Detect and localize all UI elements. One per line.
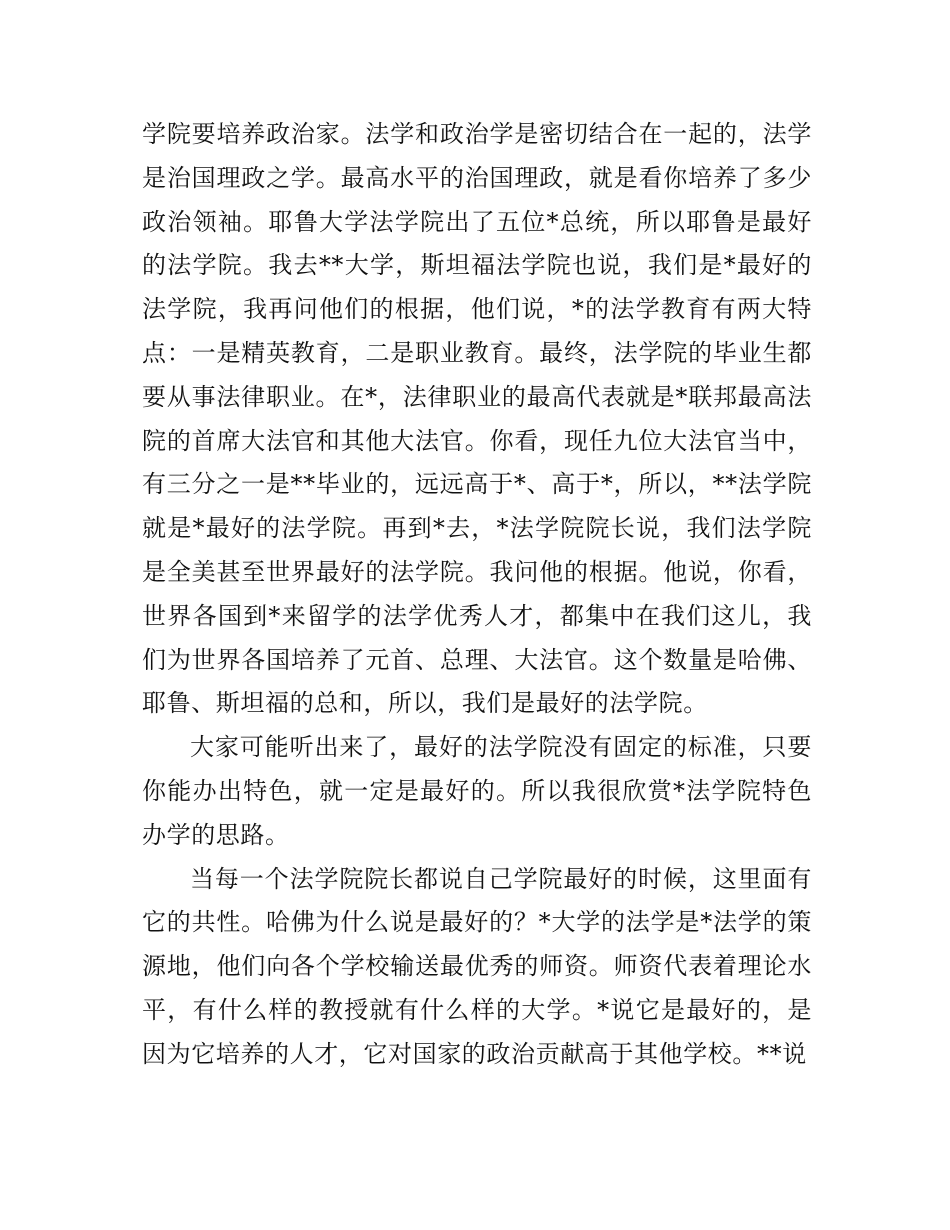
paragraph-2: 大家可能听出来了，最好的法学院没有固定的标准，只要你能办出特色，就一定是最好的。所以我很欣赏*法学院特色办学的思路。 bbox=[142, 733, 812, 849]
document-body bbox=[142, 113, 812, 1077]
paragraph-3: 当每一个法学院院长都说自己学院最好的时候，这里面有它的共性。哈佛为什么说是最好的？*大学的法学是*法学的策源地，他们向各个学校输送最优秀的师资。师资代表着理论水平，有什么样的教授就有什么样的大学。*说它是最好的，是因为它培养的人才，它对国家的政治贡献高于其他学校。**说 bbox=[142, 864, 812, 1068]
paragraph-1: 学院要培养政治家。法学和政治学是密切结合在一起的，法学是治国理政之学。最高水平的治国理政，就是看你培养了多少政治领袖。耶鲁大学法学院出了五位*总统，所以耶鲁是最好的法学院。我去**大学，斯坦福法学院也说，我们是*最好的法学院，我再问他们的根据，他们说，*的法学教育有两大特点：一是精英教育，二是职业教育。最终，法学院的毕业生都要从事法律职业。在*，法律职业的最高代表就是*联邦最高法院的首席大法官和其他大法官。你看，现任九位大法官当中，有三分之一是**毕业的，远远高于*、高于*，所以，**法学院就是*最好的法学院。再到*去，*法学院院长说，我们法学院是全美甚至世界最好的法学院。我问他的根据。他说，你看，世界各国到*来留学的法学优秀人才，都集中在我们这儿，我们为世界各国培养了元首、总理、大法官。这个数量是哈佛、耶鲁、斯坦福的总和，所以，我们是最好的法学院。 bbox=[142, 120, 812, 718]
